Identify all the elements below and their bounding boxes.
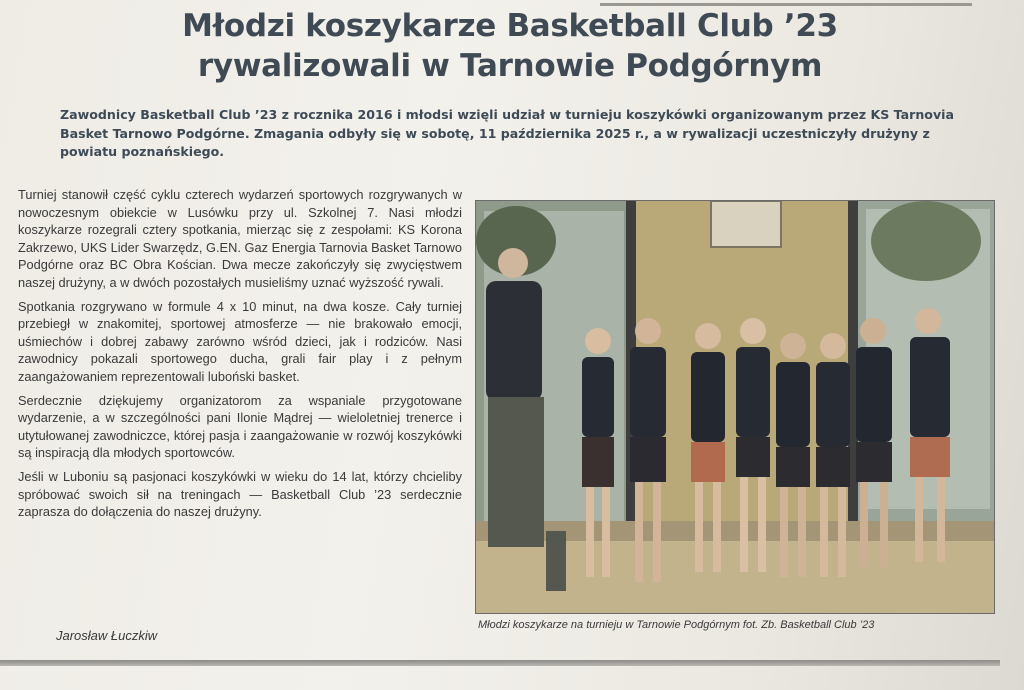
body-paragraph: Jeśli w Luboniu są pasjonaci koszykówki w wieku do 14 lat, którzy chcieliby spróbować swoich sił na treningach — Basketball Club ’23 serdecznie zaprasza do dołączenia do naszej drużyny. bbox=[18, 468, 462, 520]
team-photo-illustration bbox=[476, 201, 995, 614]
article-lead: Zawodnicy Basketball Club ’23 z rocznika 2016 i młodsi wzięli udział w turnieju koszykówki organizowanym przez KS Tarnovia Basket Tarnowo Podgórne. Zmagania odbyły się w sobotę, 11 października 2025 r., a w rywalizacji uczestniczyły drużyny z powiatu poznańskiego. bbox=[60, 107, 954, 159]
article-author: Jarosław Łuczkiw bbox=[56, 628, 158, 643]
article-headline: Młodzi koszykarze Basketball Club ’23 rywalizowali w Tarnowie Podgórnym bbox=[182, 8, 838, 84]
body-paragraph: Spotkania rozgrywano w formule 4 x 10 minut, na dwa kosze. Cały turniej przebiegł w znakomitej, sportowej atmosferze — nie brakowało emocji, uśmiechów i dobrej zabawy zarówno wśród dzieci, jak i rodziców. Nasi zawodnicy pokazali sportowego ducha, grali fair play i z pełnym zaangażowaniem reprezentowali luboński basket. bbox=[18, 298, 462, 384]
article-body bbox=[18, 186, 462, 527]
photo-caption: Młodzi koszykarze na turnieju w Tarnowie Podgórnym fot. Zb. Basketball Club ’23 bbox=[478, 619, 875, 631]
bottom-divider bbox=[0, 660, 1000, 666]
team-photo bbox=[475, 200, 995, 614]
body-paragraph: Turniej stanowił część cyklu czterech wydarzeń sportowych rozgrywanych w nowoczesnym obiekcie w Lusówku przy ul. Szkolnej 7. Nasi młodzi koszykarze rozegrali cztery spotkania, mierząc się z zespołami: KS Korona Zakrzewo, UKS Lider Swarzędz, G.EN. Gaz Energia Tarnovia Basket Tarnowo Podgórne oraz BC Obra Kościan. Dwa mecze zakończyły się zwycięstwem naszej drużyny, a w dwóch pozostałych musieliśmy uznać wyższość rywali. bbox=[18, 187, 462, 290]
body-paragraph: Serdecznie dziękujemy organizatorom za wspaniale przygotowane wydarzenie, a w szczególności pani Ilonie Mądrej — wieloletniej trenerce i utytułowanej zawodniczce, której pasja i zaangażowanie w rozwój koszykówki są inspiracją dla młodych sportowców. bbox=[18, 392, 462, 461]
